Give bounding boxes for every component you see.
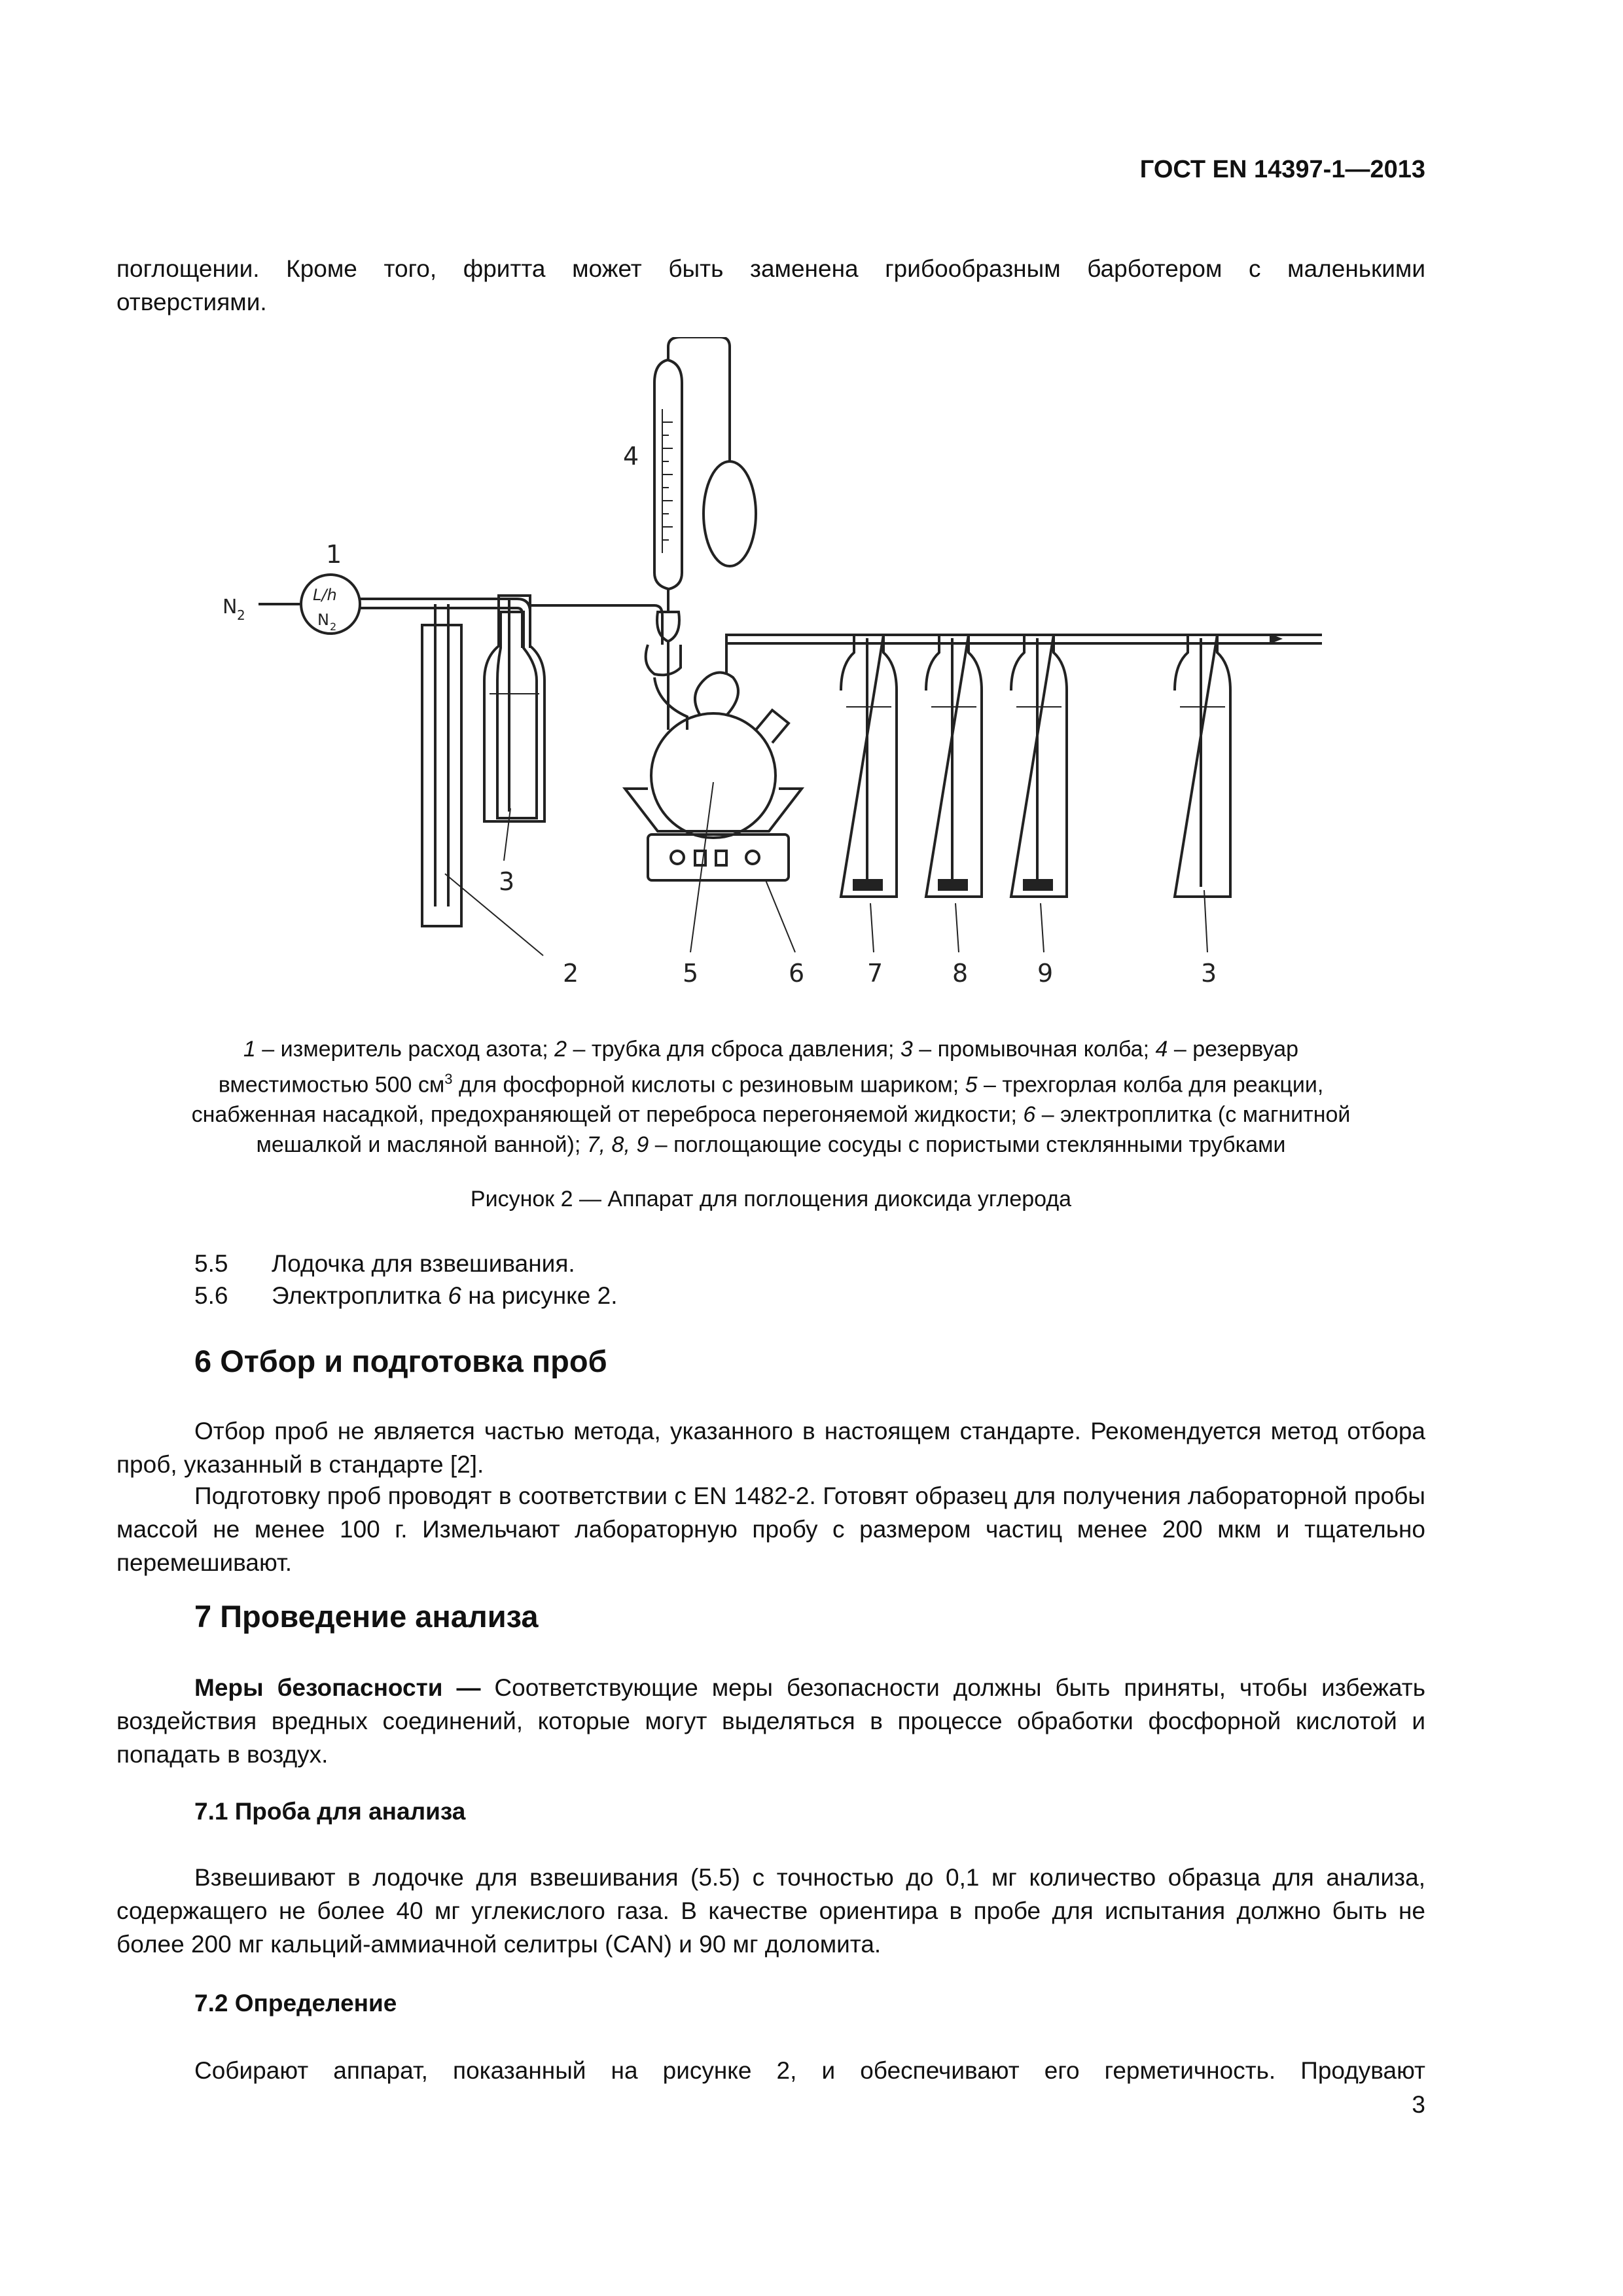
meter-label-bottom: N xyxy=(317,611,329,629)
n2-label: N xyxy=(223,596,238,619)
flask-side-neck xyxy=(756,710,789,743)
hot-plate-knob-1 xyxy=(671,851,684,864)
label-6: 6 xyxy=(789,959,805,988)
label-2: 2 xyxy=(563,959,579,988)
label-9: 9 xyxy=(1037,959,1054,988)
item-number: 5.5 xyxy=(194,1250,228,1277)
section-6-heading: 6 Отбор и подготовка проб xyxy=(194,1344,607,1378)
section-6-paragraph-1: Отбор проб не является частью метода, указанного в настоящем стандарте. Рекомендуется метод отбора проб, указанный в стандарте [2]. xyxy=(116,1418,1425,1478)
flask-center-neck xyxy=(695,673,738,716)
safety-paragraph xyxy=(116,1671,1425,1771)
intro-line-1: поглощении. Кроме того, фритта может быть заменена грибообразным барботером с маленькими xyxy=(116,255,1425,282)
legend-line-2: вместимостью 500 $см^3$ для фосфорной кислоты с резиновым шариком; 5 – трехгорлая колба для реакции, xyxy=(218,1071,1324,1098)
list-item-5-6 xyxy=(194,1279,618,1312)
legend-line-4: мешалкой и масляной ванной); 7, 8, 9 – поглощающие сосуды с пористыми стеклянными трубками xyxy=(256,1132,1286,1158)
reservoir-ticks xyxy=(662,422,673,540)
u-bend-left xyxy=(646,645,681,675)
item-text-italic: 6 xyxy=(448,1282,461,1309)
list-item-5-5 xyxy=(194,1247,575,1280)
label-5: 5 xyxy=(683,959,699,988)
label-7: 7 xyxy=(867,959,883,988)
leader-lines xyxy=(445,782,1207,956)
document-header: ГОСТ EN 14397-1—2013 xyxy=(1139,156,1425,183)
reaction-flask xyxy=(651,713,776,838)
page-number: 3 xyxy=(1412,2091,1425,2118)
figure-title: Рисунок 2 — Аппарат для поглощения диоксида углерода xyxy=(470,1187,1072,1211)
apparatus-figure xyxy=(196,337,1322,995)
section-7-1-heading: 7.1 Проба для анализа xyxy=(194,1798,466,1825)
item-text-end: на рисунке 2. xyxy=(461,1282,618,1309)
section-7-1-paragraph: Взвешивают в лодочке для взвешивания (5.5) с точностью до 0,1 мг количество образца для анализа, содержащего не более 40 мг углекислого газа. В качестве ориентира в пробе для испытания должно быть не более 200 мг кальций-аммиачной селитры (CAN) и 90 мг доломита. xyxy=(116,1864,1425,1958)
absorber-8 xyxy=(926,635,982,897)
figure-legend xyxy=(116,1034,1425,1160)
section-7-heading: 7 Проведение анализа xyxy=(194,1599,539,1634)
label-8: 8 xyxy=(952,959,969,988)
hot-plate-switch-2 xyxy=(716,851,726,865)
legend-line-3: снабженная насадкой, предохраняющей от переброса перегоняемой жидкости; 6 – электроплитка (с магнитной xyxy=(191,1102,1351,1128)
item-number: 5.6 xyxy=(194,1282,228,1309)
rubber-bulb xyxy=(704,461,756,566)
pressure-relief-tube xyxy=(422,625,461,926)
section-6-paragraph-2: Подготовку проб проводят в соответствии с EN 1482-2. Готовят образец для получения лабораторной пробы массой не менее 100 г. Измельчают лабораторную пробу с размером частиц менее 200 мкм и тщательно перемешивают. xyxy=(116,1482,1425,1576)
section-7-2-paragraph: Собирают аппарат, показанный на рисунке 2, и обеспечивают его герметичность. Продувают xyxy=(194,2057,1425,2084)
section-7-2-heading: 7.2 Определение xyxy=(194,1990,397,2017)
item-text: Электроплитка xyxy=(272,1282,448,1309)
meter-label-top: L/h xyxy=(313,586,337,604)
legend-line-1: 1 – измеритель расход азота; 2 – трубка для сброса давления; 3 – промывочная колба; 4 – резервуар xyxy=(243,1037,1299,1062)
wash-bottle-right xyxy=(1175,635,1230,897)
oil-bath xyxy=(625,789,802,831)
intro-line-2: отверстиями. xyxy=(116,289,267,315)
label-4: 4 xyxy=(623,442,639,471)
safety-label: Меры безопасности — xyxy=(194,1674,481,1701)
safety-text: Соответствующие меры безопасности должны быть приняты, чтобы избежать воздействия вредных соединений, которые могут выделяться в процессе обработки фосфорной кислотой и попадать в воздух. xyxy=(116,1674,1425,1768)
tube-meter-to-flask xyxy=(360,599,530,648)
hot-plate-knob-2 xyxy=(746,851,759,864)
hot-plate xyxy=(648,834,789,880)
meter-sub: 2 xyxy=(330,620,337,633)
reservoir-stopcock xyxy=(657,612,679,641)
item-text: Лодочка для взвешивания. xyxy=(272,1250,575,1277)
n2-sub: 2 xyxy=(237,607,245,623)
label-3-left: 3 xyxy=(499,867,515,896)
absorber-9 xyxy=(1011,635,1067,897)
bulb-tube xyxy=(668,337,730,461)
label-1: 1 xyxy=(326,540,342,569)
absorber-7 xyxy=(841,635,897,897)
tube-to-reservoir xyxy=(530,605,662,645)
label-3-right: 3 xyxy=(1201,959,1217,988)
